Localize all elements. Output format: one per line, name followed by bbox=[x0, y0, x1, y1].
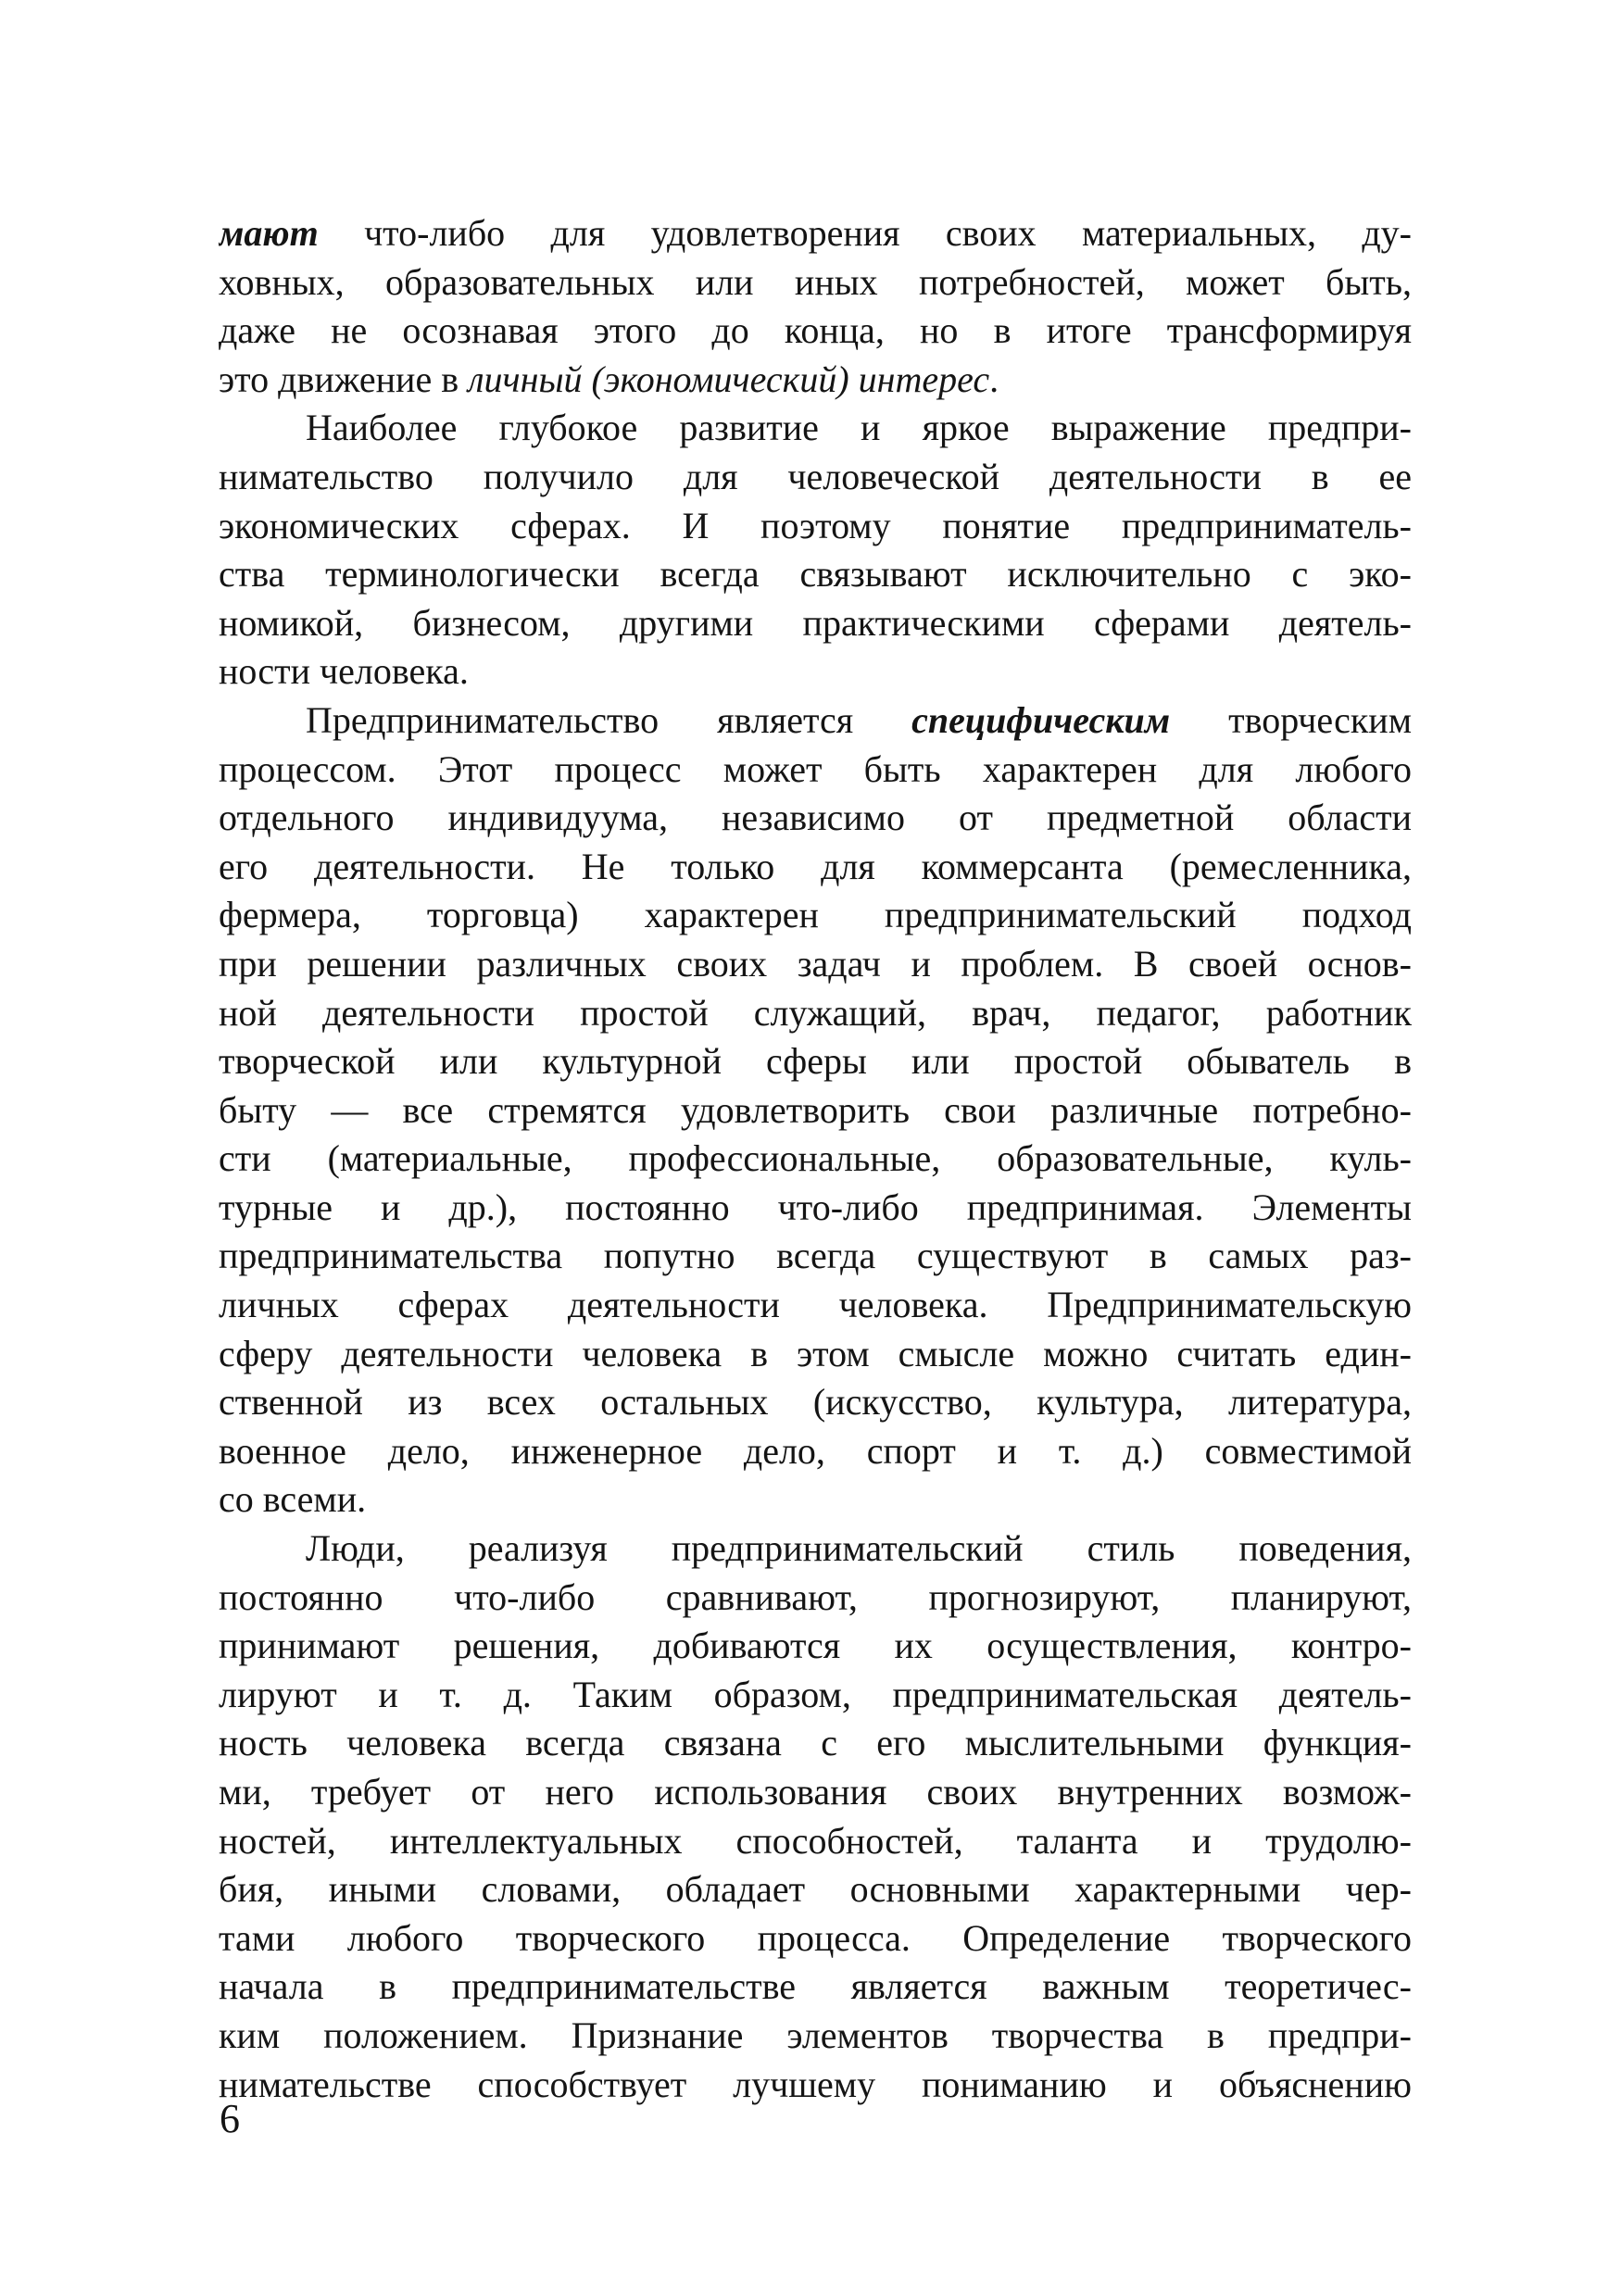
text-line bbox=[219, 843, 1412, 892]
text-run: быту — все стремятся удовлетворить свои различные потребно- bbox=[219, 1088, 1412, 1131]
text-run: ной деятельности простой служащий, врач, педагог, работник bbox=[219, 991, 1412, 1034]
text-line bbox=[219, 1232, 1412, 1281]
text-line bbox=[219, 209, 1412, 258]
text-run: личных сферах деятельности человека. Предпринимательскую bbox=[219, 1284, 1412, 1326]
text-run: военное дело, инженерное дело, спорт и т. д.) совместимой bbox=[219, 1429, 1412, 1472]
text-run: Люди, реализуя предпринимательский стиль поведения, bbox=[306, 1527, 1412, 1570]
text-run: ства терминологически всегда связывают исключительно с эко- bbox=[219, 553, 1412, 596]
text-line bbox=[219, 1574, 1412, 1623]
text-line bbox=[219, 599, 1412, 648]
text-line bbox=[219, 1963, 1412, 2012]
text-run: сти (материальные, профессиональные, образовательные, куль- bbox=[219, 1137, 1412, 1180]
text-line bbox=[219, 1281, 1412, 1330]
text-line bbox=[219, 307, 1412, 356]
text-run: ким положением. Признание элементов творчества в предпри- bbox=[219, 2014, 1412, 2056]
text-line bbox=[219, 1865, 1412, 1914]
text-run: экономических сферах. И поэтому понятие предприниматель- bbox=[219, 504, 1412, 546]
text-run: фермера, торговца) характерен предпринимательский подход bbox=[219, 894, 1412, 936]
text-line bbox=[219, 1768, 1412, 1817]
emphasis-bold-italic: мают bbox=[219, 212, 319, 254]
text-line bbox=[219, 1427, 1412, 1476]
text-run: его деятельности. Не только для коммерсанта (ремесленника, bbox=[219, 845, 1412, 887]
text-line bbox=[219, 1719, 1412, 1768]
paragraph bbox=[219, 404, 1412, 696]
text-line bbox=[219, 1475, 1412, 1524]
text-run: творческой или культурной сферы или простой обыватель в bbox=[219, 1040, 1412, 1083]
text-line bbox=[219, 2061, 1412, 2110]
text-run: Наиболее глубокое развитие и яркое выражение предпри- bbox=[306, 407, 1412, 449]
text-run: предпринимательства попутно всегда существуют в самых раз- bbox=[219, 1235, 1412, 1277]
paragraph bbox=[219, 209, 1412, 404]
body-text bbox=[219, 209, 1412, 2109]
text-run: бия, иными словами, обладает основными характерными чер- bbox=[219, 1868, 1412, 1911]
text-line bbox=[219, 2012, 1412, 2061]
text-line bbox=[219, 989, 1412, 1038]
text-run: Предпринимательство является bbox=[306, 698, 912, 741]
text-run: со всеми. bbox=[219, 1478, 367, 1521]
text-line bbox=[219, 1378, 1412, 1427]
text-line bbox=[219, 404, 1412, 453]
text-run: тами любого творческого процесса. Определение творческого bbox=[219, 1916, 1412, 1959]
text-run: ми, требует от него использования своих внутренних возмож- bbox=[219, 1771, 1412, 1813]
text-line bbox=[219, 502, 1412, 551]
text-line bbox=[219, 1135, 1412, 1184]
text-run: начала в предпринимательстве является важным теоретичес- bbox=[219, 1965, 1412, 2008]
text-line bbox=[219, 550, 1412, 599]
text-run: принимают решения, добиваются их осуществления, контро- bbox=[219, 1625, 1412, 1667]
text-run: сферу деятельности человека в этом смысле можно считать един- bbox=[219, 1332, 1412, 1374]
text-run: при решении различных своих задач и проблем. В своей основ- bbox=[219, 942, 1412, 985]
text-line bbox=[219, 1671, 1412, 1720]
text-line bbox=[219, 258, 1412, 307]
text-run: ховных, образовательных или иных потребностей, может быть, bbox=[219, 260, 1412, 303]
text-line bbox=[219, 696, 1412, 746]
text-line bbox=[219, 647, 1412, 696]
text-run: турные и др.), постоянно что-либо предпринимая. Элементы bbox=[219, 1186, 1412, 1228]
text-line bbox=[219, 1817, 1412, 1866]
paragraph bbox=[219, 696, 1412, 1524]
text-line bbox=[219, 891, 1412, 940]
text-run: что-либо для удовлетворения своих материальных, ду- bbox=[318, 212, 1412, 254]
text-run: ностей, интеллектуальных способностей, таланта и трудолю- bbox=[219, 1819, 1412, 1862]
text-run: лируют и т. д. Таким образом, предпринимательская деятель- bbox=[219, 1673, 1412, 1715]
text-line bbox=[219, 1524, 1412, 1574]
text-line bbox=[219, 1086, 1412, 1135]
page-number: 6 bbox=[220, 2096, 240, 2141]
text-line bbox=[219, 453, 1412, 502]
text-run: процессом. Этот процесс может быть характерен для любого bbox=[219, 747, 1412, 790]
text-line bbox=[219, 1184, 1412, 1233]
text-run: нимательство получило для человеческой деятельности в ее bbox=[219, 455, 1412, 497]
text-run: постоянно что-либо сравнивают, прогнозируют, планируют, bbox=[219, 1575, 1412, 1618]
emphasis-bold-italic: специфическим bbox=[911, 698, 1171, 741]
text-line bbox=[219, 794, 1412, 843]
text-run: ность человека всегда связана с его мыслительными функция- bbox=[219, 1722, 1412, 1764]
text-run: . bbox=[989, 358, 999, 400]
text-line bbox=[219, 1914, 1412, 1964]
text-run: нимательстве способствует лучшему пониманию и объяснению bbox=[219, 2063, 1412, 2105]
paragraph bbox=[219, 1524, 1412, 2109]
text-run: ности человека. bbox=[219, 650, 469, 693]
text-run: номикой, бизнесом, другими практическими сферами деятель- bbox=[219, 601, 1412, 644]
text-line bbox=[219, 746, 1412, 795]
text-run: творческим bbox=[1170, 698, 1412, 741]
text-line bbox=[219, 1622, 1412, 1671]
text-line bbox=[219, 1330, 1412, 1379]
text-run: ственной из всех остальных (искусство, культура, литература, bbox=[219, 1381, 1412, 1424]
text-run: это движение в bbox=[219, 358, 469, 400]
text-run: отдельного индивидуума, независимо от предметной области bbox=[219, 797, 1412, 839]
text-line bbox=[219, 356, 1412, 405]
text-line bbox=[219, 1037, 1412, 1086]
text-run: даже не осознавая этого до конца, но в итоге трансформируя bbox=[219, 309, 1412, 352]
emphasis-italic: личный (экономический) интерес bbox=[468, 358, 990, 400]
text-line bbox=[219, 940, 1412, 989]
